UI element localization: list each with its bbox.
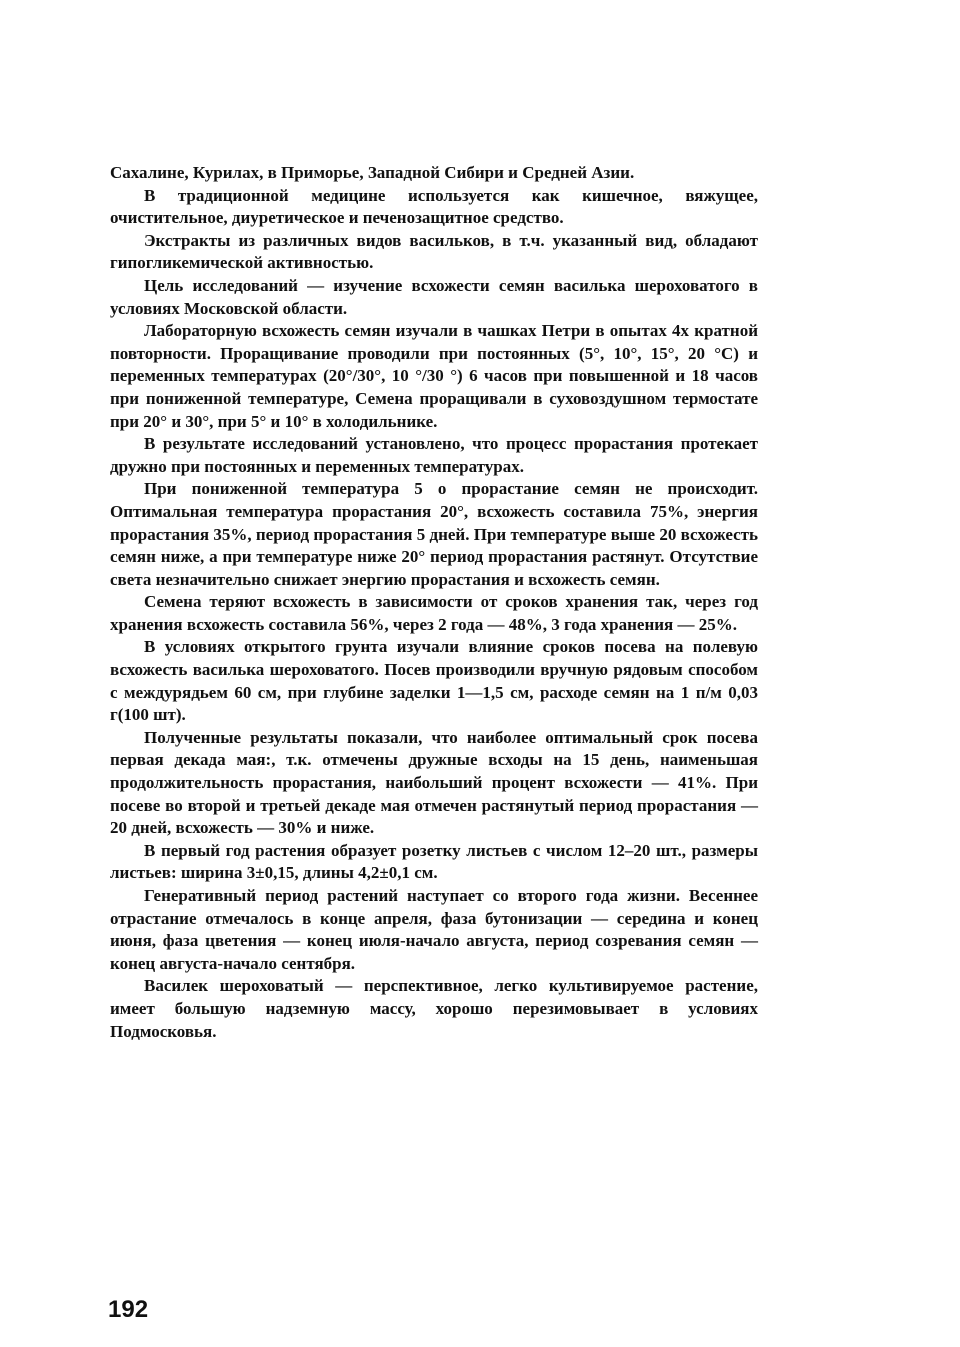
page-number: 192 (108, 1296, 149, 1323)
paragraph-conclusion: Василек шероховатый — перспективное, легко культивируемое растение, имеет большую надземную массу, хорошо перезимовывает в условиях Подмосковья. (110, 976, 758, 1041)
paragraph-extracts: Экстракты из различных видов васильков, в т.ч. указанный вид, обладают гипогликемической активностью. (110, 230, 758, 273)
paragraph-continuation: Сахалине, Курилах, в Приморье, Западной Сибири и Средней Азии. (110, 163, 635, 182)
paragraph-generative-period: Генеративный период растений наступает со второго года жизни. Весеннее отрастание отмечалось в конце апреля, фаза бутонизации — середина и конец июня, фаза цветения — конец июля-начало августа, период созревания семян — конец августа-начало сентября. (110, 886, 758, 973)
paragraph-lab-germination: Лабораторную всхожесть семян изучали в чашках Петри в опытах 4х кратной повторности. Проращивание проводили при постоянных (5°, 10°, 15°, 20 °С) и переменных температурах (20°/30°, 10 °/30 °) 6 часов при повышенной и 18 часов при пониженной температуре, Семена проращивали в суховоздушном термостате при 20° и 30°, при 5° и 10° в холодильнике. (110, 321, 758, 431)
paragraph-storage: Семена теряют всхожесть в зависимости от сроков хранения так, через год хранения всхожесть составила 56%, через 2 года — 48%, 3 года хранения — 25%. (110, 592, 758, 634)
paragraph-sowing-results: Полученные результаты показали, что наиболее оптимальный срок посева первая декада мая:, т.к. отмечены дружные всходы на 15 день, наименьшая продолжительность прорастания, наибольший процент всхожести — 41%. При посеве во второй и третьей декаде мая отмечен растянутый период прорастания — 20 дней, всхожесть — 30% и ниже. (110, 727, 758, 838)
paragraph-first-year: В первый год растения образует розетку листьев с числом 12–20 шт., размеры листьев: ширина 3±0,15, длины 4,2±0,1 см. (110, 840, 758, 883)
paragraph-open-ground: В условиях открытого грунта изучали влияние сроков посева на полевую всхожесть василька шероховатого. Посев производили вручную рядовым способом с междурядьем 60 см, при глубине заделки 1—1,5 см, расходе семян на 1 п/м 0,03 г(100 шт). (110, 637, 758, 725)
body-text (110, 162, 758, 1043)
paragraph-traditional-medicine: В традиционной медицине используется как кишечное, вяжущее, очистительное, диуретическое и печенозащитное средство. (110, 185, 758, 228)
paragraph-results: В результате исследований установлено, что процесс прорастания протекает дружно при постоянных и переменных температурах. (110, 434, 758, 476)
paragraph-research-goal: Цель исследований — изучение всхожести семян василька шероховатого в условиях Московской области. (110, 275, 758, 318)
paragraph-low-temperature: При пониженной температура 5 о прорастание семян не происходит. Оптимальная температура прорастания 20°, всхожесть составила 75%, энергия прорастания 35%, период прорастания 5 дней. При температуре выше 20 всхожесть семян ниже, а при температуре ниже 20° период прорастания растянут. Отсутствие света незначительно снижает энергию прорастания и всхожесть семян. (110, 479, 758, 589)
